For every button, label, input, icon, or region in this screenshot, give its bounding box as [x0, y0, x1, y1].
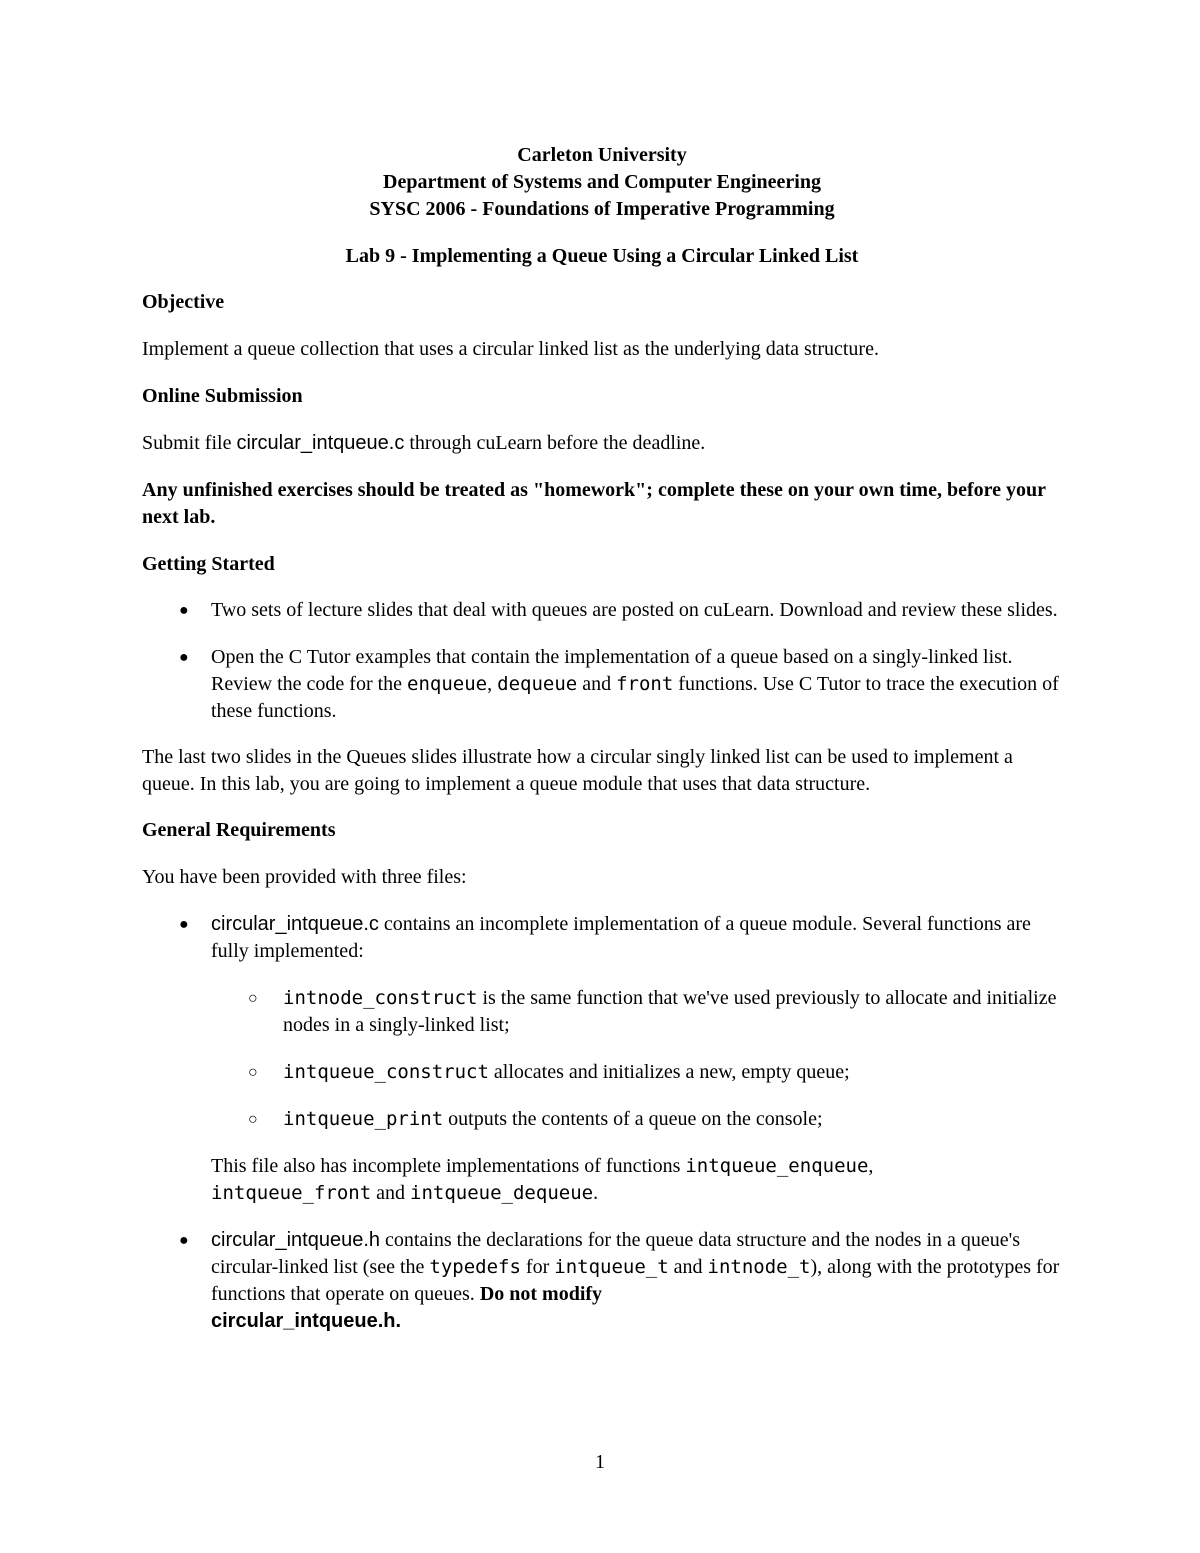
submission-text: Submit file circular_intqueue.c through cuLearn before the deadline.	[142, 432, 706, 454]
submission-file: circular_intqueue.c	[236, 432, 405, 454]
getting-started-list	[142, 597, 1062, 725]
homework-note: Any unfinished exercises should be treated as "homework"; complete these on your own time, before your next lab.	[142, 479, 1046, 528]
list-item: ● circular_intqueue.c contains an incomplete implementation of a queue module. Several functions are fully implemented: ○ intnode_construct is the same function that we've used previously to allocate and initialize nodes in a singly-linked list; ○ intqueue_construct allocates and initializes a new, empty queue; ○ intqueue_print outputs the contents of a queue on the console; This file also has incomplete implementations of functions intqueue_enqueue, intqueue_front and intqueue_dequeue.	[142, 911, 1062, 1207]
bullet-icon: ●	[179, 1232, 189, 1249]
course-title: SYSC 2006 - Foundations of Imperative Programming	[369, 198, 835, 220]
university-title: Carleton University	[517, 144, 687, 166]
objective-text: Implement a queue collection that uses a circular linked list as the underlying data structure.	[142, 338, 879, 360]
circle-bullet-icon: ○	[248, 1064, 258, 1081]
submission-heading: Online Submission	[142, 385, 303, 407]
incomplete-functions-text: This file also has incomplete implementations of functions intqueue_enqueue, intqueue_front and intqueue_dequeue.	[211, 1155, 874, 1204]
file-name: circular_intqueue.c	[211, 913, 379, 935]
queues-paragraph: The last two slides in the Queues slides illustrate how a circular singly linked list can be used to implement a queue. In this lab, you are going to implement a queue module that uses that data structure.	[142, 746, 1013, 795]
objective-heading: Objective	[142, 291, 225, 313]
bullet-icon: ●	[179, 649, 189, 666]
lab-title: Lab 9 - Implementing a Queue Using a Circular Linked List	[345, 245, 859, 267]
page-number: 1	[595, 1451, 605, 1473]
circle-bullet-icon: ○	[248, 1111, 258, 1128]
list-item: ○ intqueue_construct allocates and initializes a new, empty queue;	[211, 1059, 1062, 1086]
department-title: Department of Systems and Computer Engineering	[383, 171, 821, 193]
list-item: ● circular_intqueue.h contains the declarations for the queue data structure and the nodes in a queue's circular-linked list (see the typedefs for intqueue_t and intnode_t), along with the prototypes for functions that operate on queues. Do not modify circular_intqueue.h.	[179, 1229, 1060, 1332]
list-item: ○ intqueue_print outputs the contents of a queue on the console;	[211, 1106, 1062, 1133]
functions-list	[142, 985, 1062, 1133]
list-item: ○ intnode_construct is the same function that we've used previously to allocate and initialize nodes in a singly-linked list;	[248, 987, 1057, 1036]
list-item: ● Open the C Tutor examples that contain the implementation of a queue based on a singly-linked list. Review the code for the enqueue, dequeue and front functions. Use C Tutor to trace the execution of these functions.	[179, 646, 1059, 722]
getting-started-heading: Getting Started	[142, 553, 275, 575]
requirements-heading: General Requirements	[142, 819, 336, 841]
document-page	[142, 142, 1062, 1335]
bullet-icon: ●	[179, 916, 189, 933]
file-name: circular_intqueue.h	[211, 1229, 380, 1251]
circle-bullet-icon: ○	[248, 990, 258, 1007]
bullet-icon: ●	[179, 602, 189, 619]
list-item: ● Two sets of lecture slides that deal with queues are posted on cuLearn. Download and review these slides.	[142, 597, 1062, 624]
files-list	[142, 911, 1062, 1335]
do-not-modify-file: circular_intqueue.h.	[211, 1310, 402, 1332]
requirements-intro: You have been provided with three files:	[142, 866, 467, 888]
